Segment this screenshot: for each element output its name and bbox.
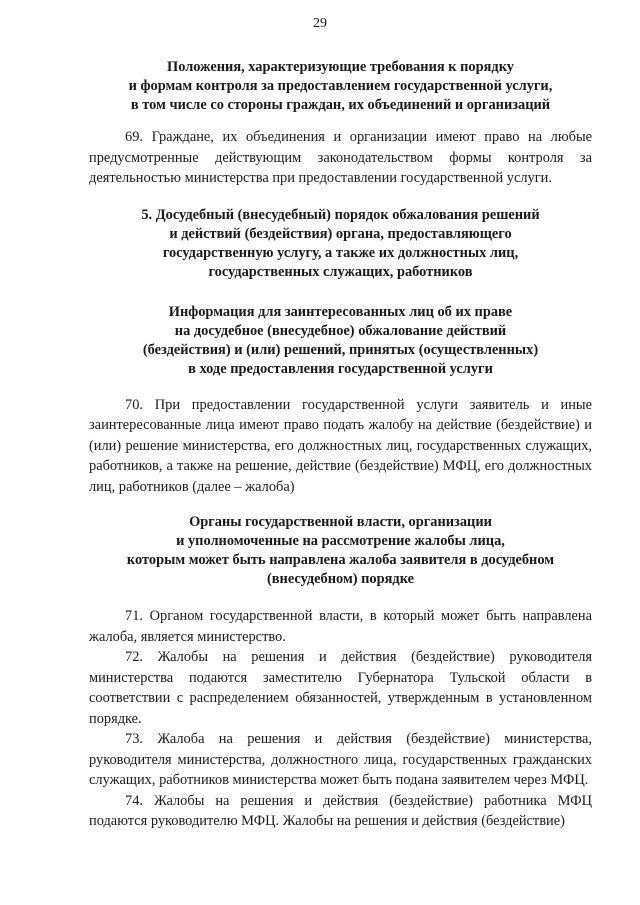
section-heading-authorities <box>89 513 592 589</box>
heading-line: и формам контроля за предоставлением государственной услуги, <box>128 78 553 94</box>
heading-line: Положения, характеризующие требования к порядку <box>167 59 514 75</box>
heading-line: на досудебное (внесудебное) обжалование действий <box>174 322 507 339</box>
heading-line: 5. Досудебный (внесудебный) порядок обжалования решений <box>141 206 540 223</box>
paragraph-70: 70. При предоставлении государственной услуги заявитель и иные заинтересованные лица имеют право подать жалобу на действие (бездействие) и (или) решение министерства, его должностных лиц, государственных служащих, работников, а также на решение, действие (бездействие) МФЦ, его должностных лиц, работников (далее – жалоба) <box>89 396 592 495</box>
section-heading-pretrial-appeal <box>89 206 592 282</box>
paragraph-74: 74. Жалобы на решения и действия (бездействие) работника МФЦ подаются руководителю МФЦ. Жалобы на решения и действия (бездействие) <box>89 792 592 829</box>
paragraph-69: 69. Граждане, их объединения и организации имеют право на любые предусмотренные действующим законодательством формы контроля за деятельностью министерства при предоставлении государственной услуги. <box>89 129 592 186</box>
heading-line: государственную услугу, а также их должностных лиц, <box>162 244 519 261</box>
heading-line: (бездействия) и (или) решений, принятых (осуществленных) <box>142 341 539 358</box>
heading-line: и действий (бездействия) органа, предоставляющего <box>169 225 512 242</box>
heading-line: государственных служащих, работников <box>208 263 473 280</box>
heading-line: в ходе предоставления государственной услуги <box>188 360 493 377</box>
heading-line: и уполномоченные на рассмотрение жалобы лица, <box>176 533 505 549</box>
heading-line: которым может быть направлена жалоба заявителя в досудебном <box>126 552 555 568</box>
heading-line: Информация для заинтересованных лиц об их праве <box>168 303 513 320</box>
heading-line: Органы государственной власти, организации <box>189 514 492 530</box>
heading-line: в том числе со стороны граждан, их объединений и организаций <box>130 97 551 113</box>
heading-line: (внесудебном) порядке <box>266 571 415 587</box>
paragraph-72: 72. Жалобы на решения и действия (бездействие) руководителя министерства подаются заместителю Губернатора Тульской области в соответствии с распределением обязанностей, утвержденным в установленном порядке. <box>89 649 592 727</box>
section-heading-appeal-rights-info <box>89 303 592 379</box>
paragraph-73: 73. Жалоба на решения и действия (бездействие) министерства, руководителя министерства, должностного лица, государственных гражданских служащих, работников министерства может быть подана заявителем через МФЦ. <box>89 731 592 788</box>
page-content <box>89 58 592 832</box>
section-heading-control-requirements <box>89 58 592 115</box>
page-number: 29 <box>313 16 327 31</box>
paragraph-71: 71. Органом государственной власти, в который может быть направлена жалоба, является министерство. <box>89 608 592 645</box>
